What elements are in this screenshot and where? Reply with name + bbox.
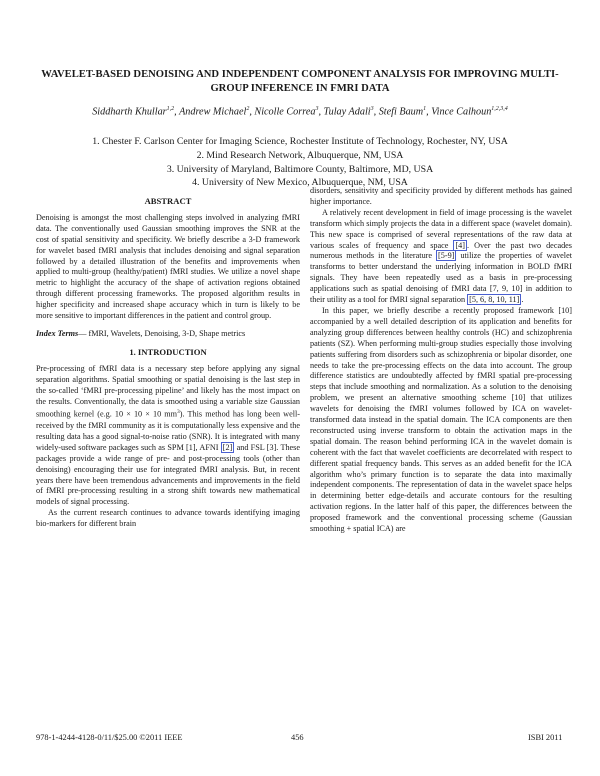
author-name: Siddharth Khullar xyxy=(92,106,167,118)
right-paragraph-0: disorders, sensitivity and specificity provided by different methods has gained higher importance. xyxy=(310,186,572,206)
intro-text: Pre-processing of fMRI data is a necessary step before applying any signal separation algorithms. Spatial smoothing or spatial denoising is the last step in the so-called ‘fMRI pre-processing pipeline’ and likely has the most impact on the results. Conventionally, the data is smoothed using a variable size Gaussian smoothing kernel (e.g. 10 × 10 × 10 mm xyxy=(36,363,300,420)
author-name: Andrew Michael xyxy=(179,106,247,118)
author-affil-sup: 1,2,3,4 xyxy=(491,106,508,112)
right-paragraph-1 xyxy=(310,208,572,306)
intro-paragraph-1 xyxy=(36,364,300,509)
index-terms xyxy=(36,329,300,340)
citation-link[interactable]: [2] xyxy=(222,442,233,452)
body-text: utilize the properties of wavelet transforms to better understand the underlying information in BOLD fMRI signals. They have been repeatedly used as a basis in pre-processing applications such as spatial denoising of fMRI data [7, 9, 10] in addition to their utility as a tool for fMRI signal separation xyxy=(310,251,572,305)
footer-venue: ISBI 2011 xyxy=(528,733,563,742)
affiliation-list xyxy=(30,135,570,190)
affiliation-line: 4. University of New Mexico, Albuquerque, NM, USA xyxy=(192,177,408,189)
intro-text: ). This method has long been well-received by the fMRI community as it is computationally less expensive and the resulting data has a good signal-to-noise ratio (SNR). It is integrated with many widely-used software packages such as SPM [1], AFNI xyxy=(36,410,300,452)
intro-superscript: 3 xyxy=(177,409,180,416)
abstract-text: Denoising is amongst the most challenging steps involved in analyzing fMRI data. The conventionally used Gaussian smoothing improves the SNR at the cost of spatial sensitivity and specificity. We briefly describe a 3-D framework for wavelet based fMRI analysis that includes denoising and signal separation followed by a detailed illustration of the benefits and improvements when applied to multi-group (healthy/patient) fMRI studies. We utilize a novel shape metric to highlight the accuracy of the shape of activation regions obtained through different processing frameworks. The proposed algorithm results in higher specificity and increased shape accuracy which in turn is likely to be more sensitive to important differences in the patient and control group. xyxy=(36,212,300,321)
author-list: Siddharth Khullar$^{1,2}$, Andrew Michael$^2$, Nicolle Correa$^3$, Tulay Adali$^3$, Stefi Baum$^1$, Vince Calhoun$^{1,2,3,4}$ xyxy=(92,106,508,118)
affiliation-line: 2. Mind Research Network, Albuquerque, NM, USA xyxy=(196,149,404,161)
body-text: . xyxy=(521,295,524,305)
abstract-heading: ABSTRACT xyxy=(144,196,192,206)
author-name: Tulay Adali xyxy=(323,106,371,118)
author-affil-sup: 1,2 xyxy=(166,106,175,112)
author-affil-sup: 3 xyxy=(370,106,374,112)
right-column xyxy=(310,186,572,535)
author-name: Stefi Baum xyxy=(378,106,424,118)
author-name: Nicolle Correa xyxy=(254,106,316,118)
citation-link[interactable]: [5, 6, 8, 10, 11] xyxy=(469,295,520,305)
citation-link[interactable]: [5-9] xyxy=(438,251,455,261)
citation-link[interactable]: [4] xyxy=(455,240,465,250)
index-terms-text: — fMRI, Wavelets, Denoising, 3-D, Shape metrics xyxy=(78,328,246,338)
page-number: 456 xyxy=(291,733,304,742)
author-affil-sup: 2 xyxy=(246,106,250,112)
intro-heading: 1. INTRODUCTION xyxy=(129,346,207,357)
index-terms-label: Index Terms xyxy=(36,328,79,338)
intro-paragraph-2: As the current research continues to advance towards identifying imaging bio-markers for different brain xyxy=(36,508,300,529)
right-paragraph-2: In this paper, we briefly describe a recently proposed framework [10] accompanied by a well detailed description of its application and benefits for analyzing group differences between healthy controls (HC) and schizophrenia patients (SZ). When performing multi-group studies especially those involving patients suffering from disorders such as schizophrenia or bipolar disorder, one needs to take the pre-processing effects on the data into account. The group difference statistics are undoubtedly affected by fMRI spatial pre-processing steps that include smoothing and normalization. As a solution to the denoising problem, we present an alternative smoothing scheme [10] that utilizes wavelets for denoising the fMRI volumes followed by ICA on wavelet-transformed data instead in the spatial domain. The ICA components are then reconstructed using inverse transform to obtain the activation maps in the spatial domain. The reason behind performing ICA in the wavelet domain is coherent with the fact that wavelet coefficients are decorrelated with respect to different spatial frequency bands. This serves as an added benefit for the ICA algorithm who’s primary function is to separate the data into maximally independent components. The representation of data in the wavelet space helps in determining better edge-details and accurate contours for the resulting activation regions. In the latter half of this paper, the differences between the proposed framework and the conventional processing scheme (Gaussian smoothing + spatial ICA) are xyxy=(310,305,572,534)
body-text: A relatively recent development in field of image processing is the wavelet transform which simply projects the data in a different space (wavelet domain). This new space is comprised of several representations of the raw data at various scales of frequency and space xyxy=(310,207,572,250)
left-column xyxy=(36,196,300,530)
author-name: Vince Calhoun xyxy=(431,106,492,118)
affiliation-line: 3. University of Maryland, Baltimore County, Baltimore, MD, USA xyxy=(166,163,434,175)
footer-copyright: 978-1-4244-4128-0/11/$25.00 ©2011 IEEE xyxy=(36,733,183,742)
intro-text: and FSL [3]. These packages provide a wide range of pre- and post-processing tools (other than denoising) encouraging their use for integrated fMRI analysis. But, in recent years there have been tremendous advancements and improvements in the field of fMRI pre-processing resulting in a strong shift towards new mathematical models of signal processing. xyxy=(36,442,301,507)
paper-title: WAVELET-BASED DENOISING AND INDEPENDENT COMPONENT ANALYSIS FOR IMPROVING MULTI-GROUP INFERENCE IN FMRI DATA xyxy=(41,69,559,94)
affiliation-line: 1. Chester F. Carlson Center for Imaging Science, Rochester Institute of Technology, Rochester, NY, USA xyxy=(92,136,508,147)
body-text: . Over the past two decades numerous methods in the literature xyxy=(310,240,572,261)
author-affil-sup: 1 xyxy=(423,106,427,112)
author-affil-sup: 3 xyxy=(315,106,319,112)
